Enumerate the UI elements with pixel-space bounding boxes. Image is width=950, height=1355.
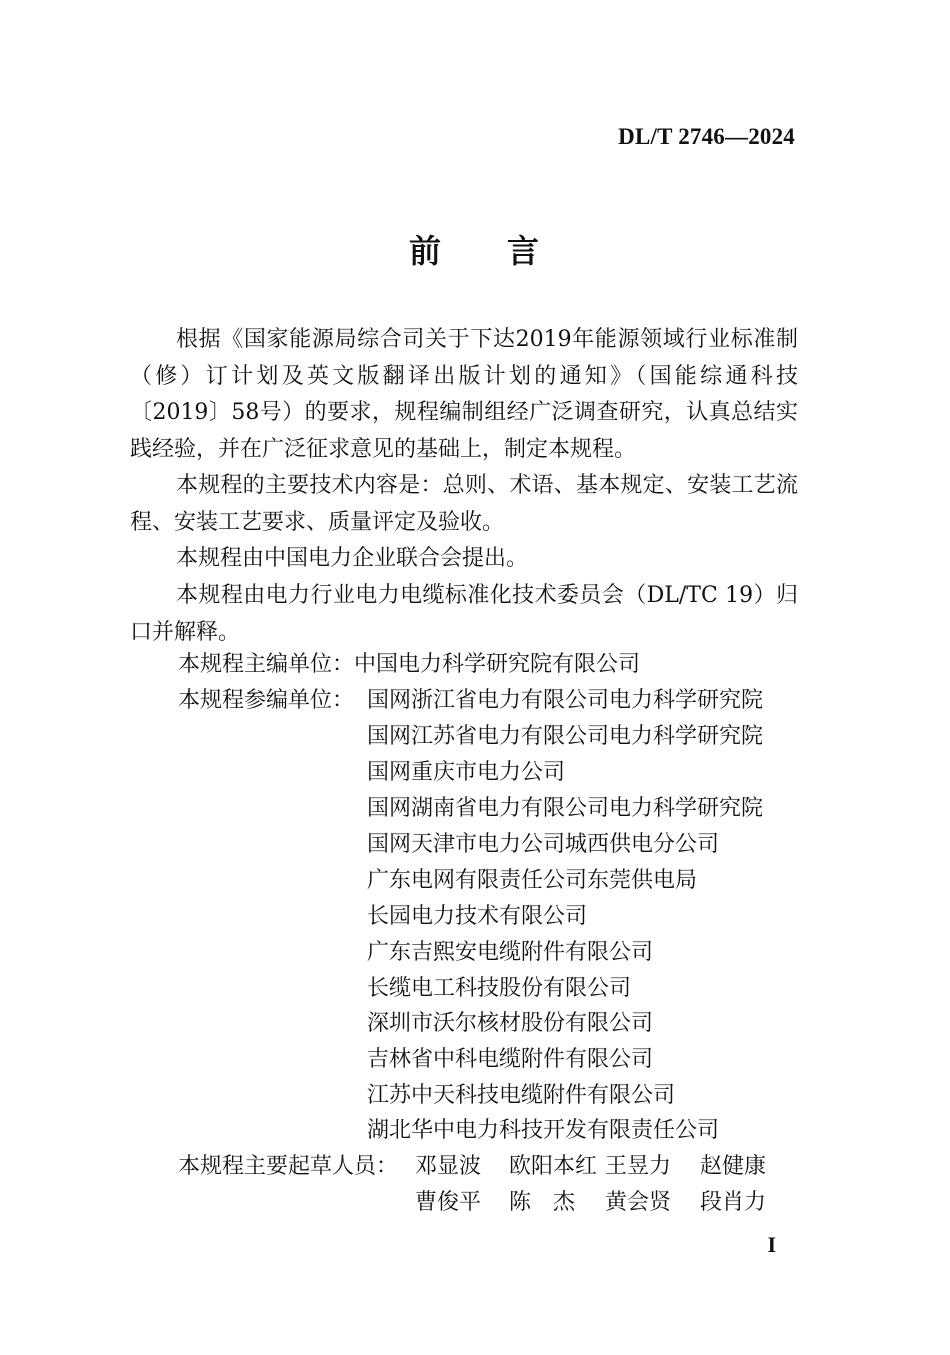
drafter-name: 欧阳本红 [509,1154,598,1179]
chief-editor-value: 中国电力科学研究院有限公司 [354,652,641,677]
participating-unit: 国网浙江省电力有限公司电力科学研究院 [367,688,764,713]
drafter-name: 邓显波 [415,1154,482,1179]
participating-unit: 广东吉熙安电缆附件有限公司 [367,940,654,965]
chief-editor-label: 本规程主编单位： [178,652,355,677]
participating-unit: 国网江苏省电力有限公司电力科学研究院 [367,724,764,749]
drafters-label: 本规程主要起草人员： [178,1154,399,1179]
participating-unit: 深圳市沃尔核材股份有限公司 [367,1011,654,1036]
drafter-name: 陈 杰 [509,1190,576,1215]
drafter-name: 段肖力 [700,1190,767,1215]
drafter-name: 王昱力 [605,1154,672,1179]
participating-units-label: 本规程参编单位： [178,688,355,713]
title-char-1: 前 [408,232,443,270]
paragraph-proposer: 本规程由中国电力企业联合会提出。 [176,546,529,571]
participating-unit: 吉林省中科电缆附件有限公司 [367,1047,654,1072]
participating-unit: 长缆电工科技股份有限公司 [367,976,632,1001]
standard-code: DL/T 2746—2024 [618,124,795,149]
participating-unit: 国网天津市电力公司城西供电分公司 [367,832,720,857]
participating-unit: 广东电网有限责任公司东莞供电局 [367,868,698,893]
title-char-2: 言 [507,232,542,270]
participating-unit: 国网重庆市电力公司 [367,760,566,785]
participating-unit: 国网湖南省电力有限公司电力科学研究院 [367,796,764,821]
chief-editor-row [178,647,640,683]
page-number: I [767,1232,776,1257]
paragraph-administration: 本规程由电力行业电力电缆标准化技术委员会（DL/TC 19）归口并解释。 [130,583,798,645]
drafter-name: 赵健康 [700,1154,767,1179]
drafter-name: 曹俊平 [415,1190,482,1215]
paragraph-technical-content: 本规程的主要技术内容是：总则、术语、基本规定、安装工艺流程、安装工艺要求、质量评定及验收。 [130,473,798,535]
participating-unit: 湖北华中电力科技开发有限责任公司 [367,1118,720,1143]
participating-unit: 江苏中天科技电缆附件有限公司 [367,1083,676,1108]
paragraph-basis: 根据《国家能源局综合司关于下达2019年能源领域行业标准制（修）订计划及英文版翻译出版计划的通知》（国能综通科技〔2019〕58号）的要求，规程编制组经广泛调查研究，认真总结实践经验，并在广泛征求意见的基础上，制定本规程。 [130,327,798,462]
drafter-name: 黄会贤 [605,1190,672,1215]
page-title [0,226,950,272]
participating-unit: 长园电力技术有限公司 [367,904,588,929]
